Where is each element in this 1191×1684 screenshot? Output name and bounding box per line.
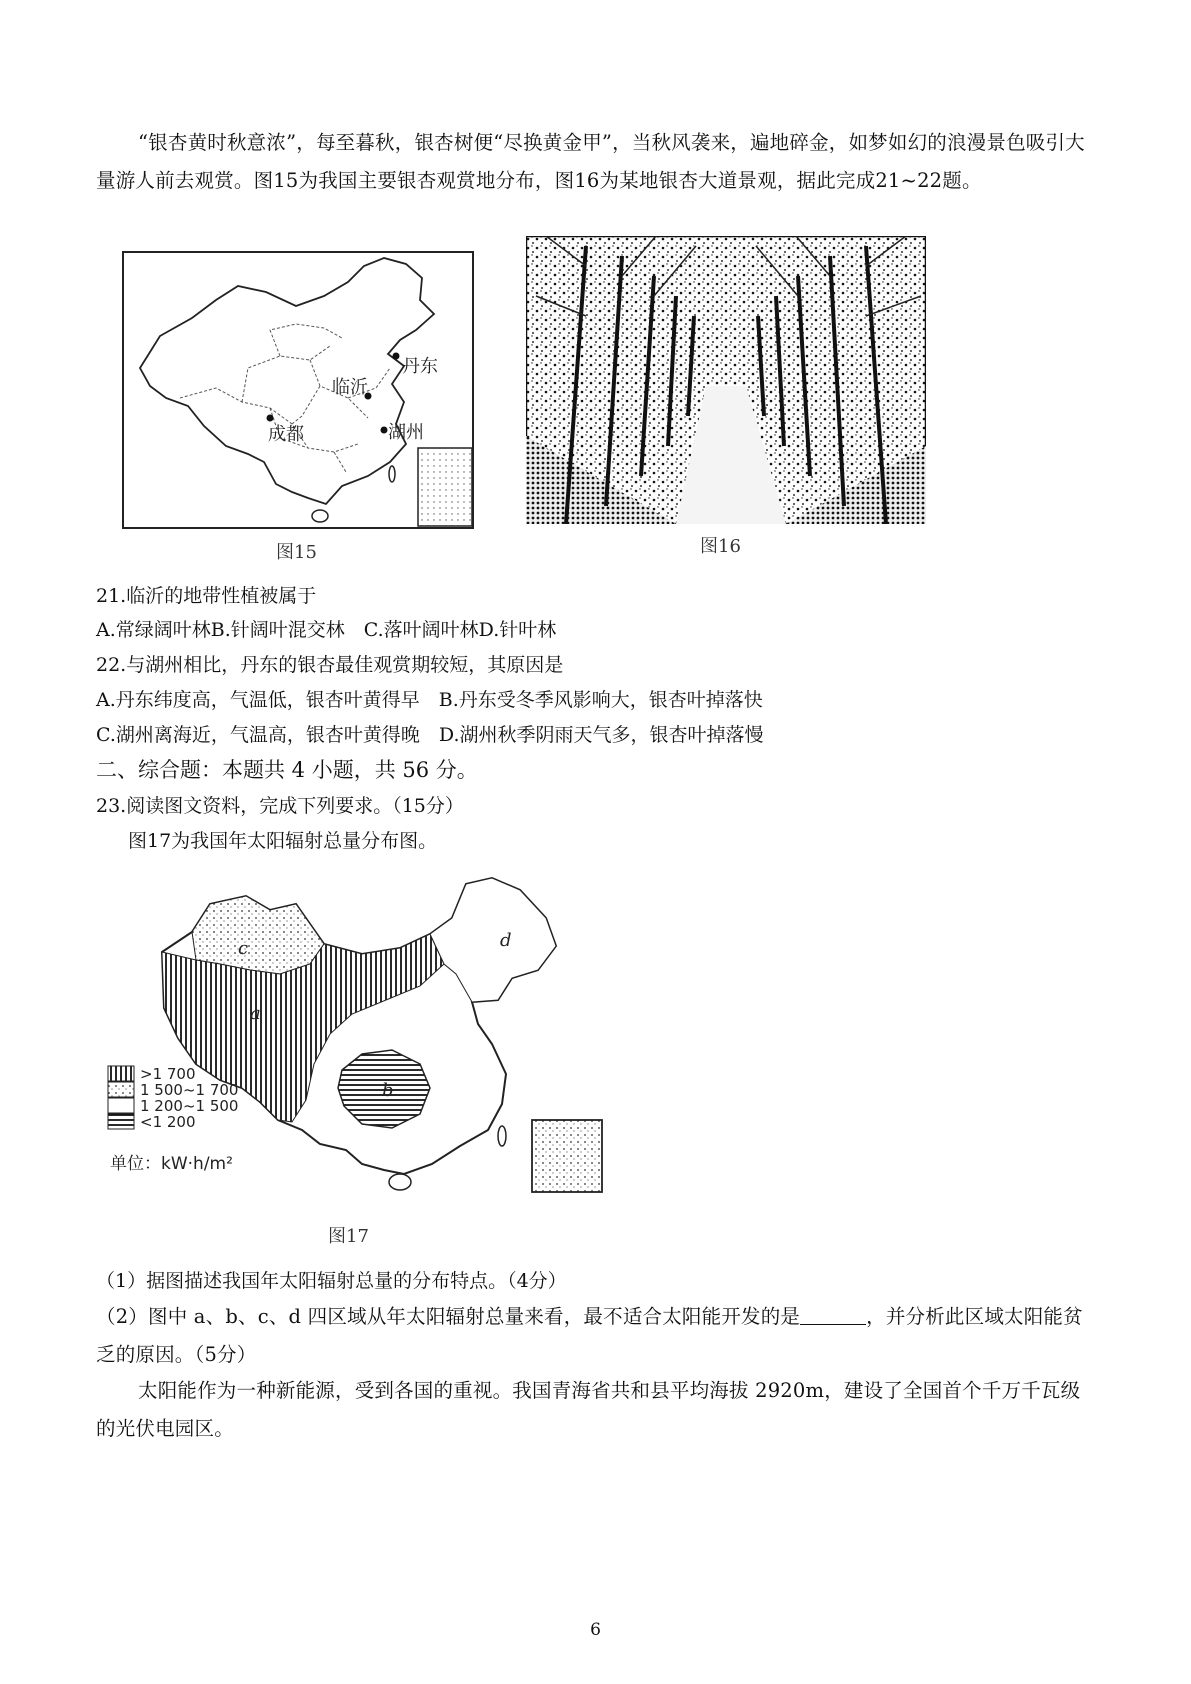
q23-passage: 太阳能作为一种新能源，受到各国的重视。我国青海省共和县平均海拔 2920m，建设了全国首个千万千瓦级的光伏电园区。 (96, 1379, 1081, 1440)
section-2-heading: 二、综合题：本题共 4 小题，共 56 分。 (96, 758, 478, 782)
q21-stem: 21.临沂的地带性植被属于 (96, 585, 317, 607)
region-d-label: d (500, 930, 512, 951)
figure-15-caption: 图15 (276, 542, 317, 563)
region-b-label: b (382, 1080, 394, 1101)
dandong-marker (393, 353, 400, 360)
label-huzhou: 湖州 (388, 422, 424, 443)
q23-sub2 (96, 1298, 1096, 1374)
figure-16-caption: 图16 (700, 536, 741, 557)
figure-16-photo (526, 236, 926, 524)
region-a-label: a (250, 1003, 261, 1024)
q22-stem: 22.与湖州相比，丹东的银杏最佳观赏期较短，其原因是 (96, 654, 564, 676)
figure-17-legend (108, 1065, 238, 1174)
legend-item-2: 1 500~1 700 (140, 1081, 239, 1099)
q23-sub1: （1）据图描述我国年太阳辐射总量的分布特点。（4分） (96, 1270, 567, 1292)
q23-stem: 23.阅读图文资料，完成下列要求。（15分） (96, 795, 464, 817)
q22-options-line1: A.丹东纬度高，气温低，银杏叶黄得早 B.丹东受冬季风影响大，银杏叶掉落快 (96, 689, 763, 711)
q21-options: A.常绿阔叶林B.针阔叶混交林 C.落叶阔叶林D.针叶林 (96, 619, 557, 641)
q23-sub2-part2: ，并分析此区域太阳能贫乏的原因。（5分） (96, 1305, 1083, 1366)
q23-sub2-part1: （2）图中 a、b、c、d 四区域从年太阳辐射总量来看，最不适合太阳能开发的是 (96, 1305, 801, 1328)
chengdu-marker (267, 415, 274, 422)
intro-paragraph: “银杏黄时秋意浓”，每至暮秋，银杏树便“尽换黄金甲”，当秋风袭来，遍地碎金，如梦如幻的浪漫景色吸引大量游人前去观赏。图15为我国主要银杏观赏地分布，图16为某地银杏大道景观，据此完成21~22题。 (96, 131, 1085, 192)
label-chengdu: 成都 (268, 424, 304, 445)
label-dandong: 丹东 (402, 356, 438, 377)
legend-unit: 单位：kW·h/m² (110, 1154, 233, 1174)
figure-15-map (120, 248, 492, 538)
region-c-label: c (238, 938, 249, 959)
answer-blank[interactable] (800, 1306, 866, 1325)
label-linyi: 临沂 (332, 377, 368, 398)
legend-item-1: >1 700 (140, 1065, 196, 1083)
huzhou-marker (381, 427, 388, 434)
legend-item-3: 1 200~1 500 (140, 1097, 239, 1115)
legend-item-4: <1 200 (140, 1113, 196, 1131)
figure-17-caption: 图17 (328, 1226, 369, 1247)
q22-options-line2: C.湖州离海近，气温高，银杏叶黄得晚 D.湖州秋季阴雨天气多，银杏叶掉落慢 (96, 724, 764, 746)
figure-17-map (100, 874, 610, 1220)
q23-intro: 图17为我国年太阳辐射总量分布图。 (128, 830, 438, 852)
page-number: 6 (590, 1620, 601, 1640)
